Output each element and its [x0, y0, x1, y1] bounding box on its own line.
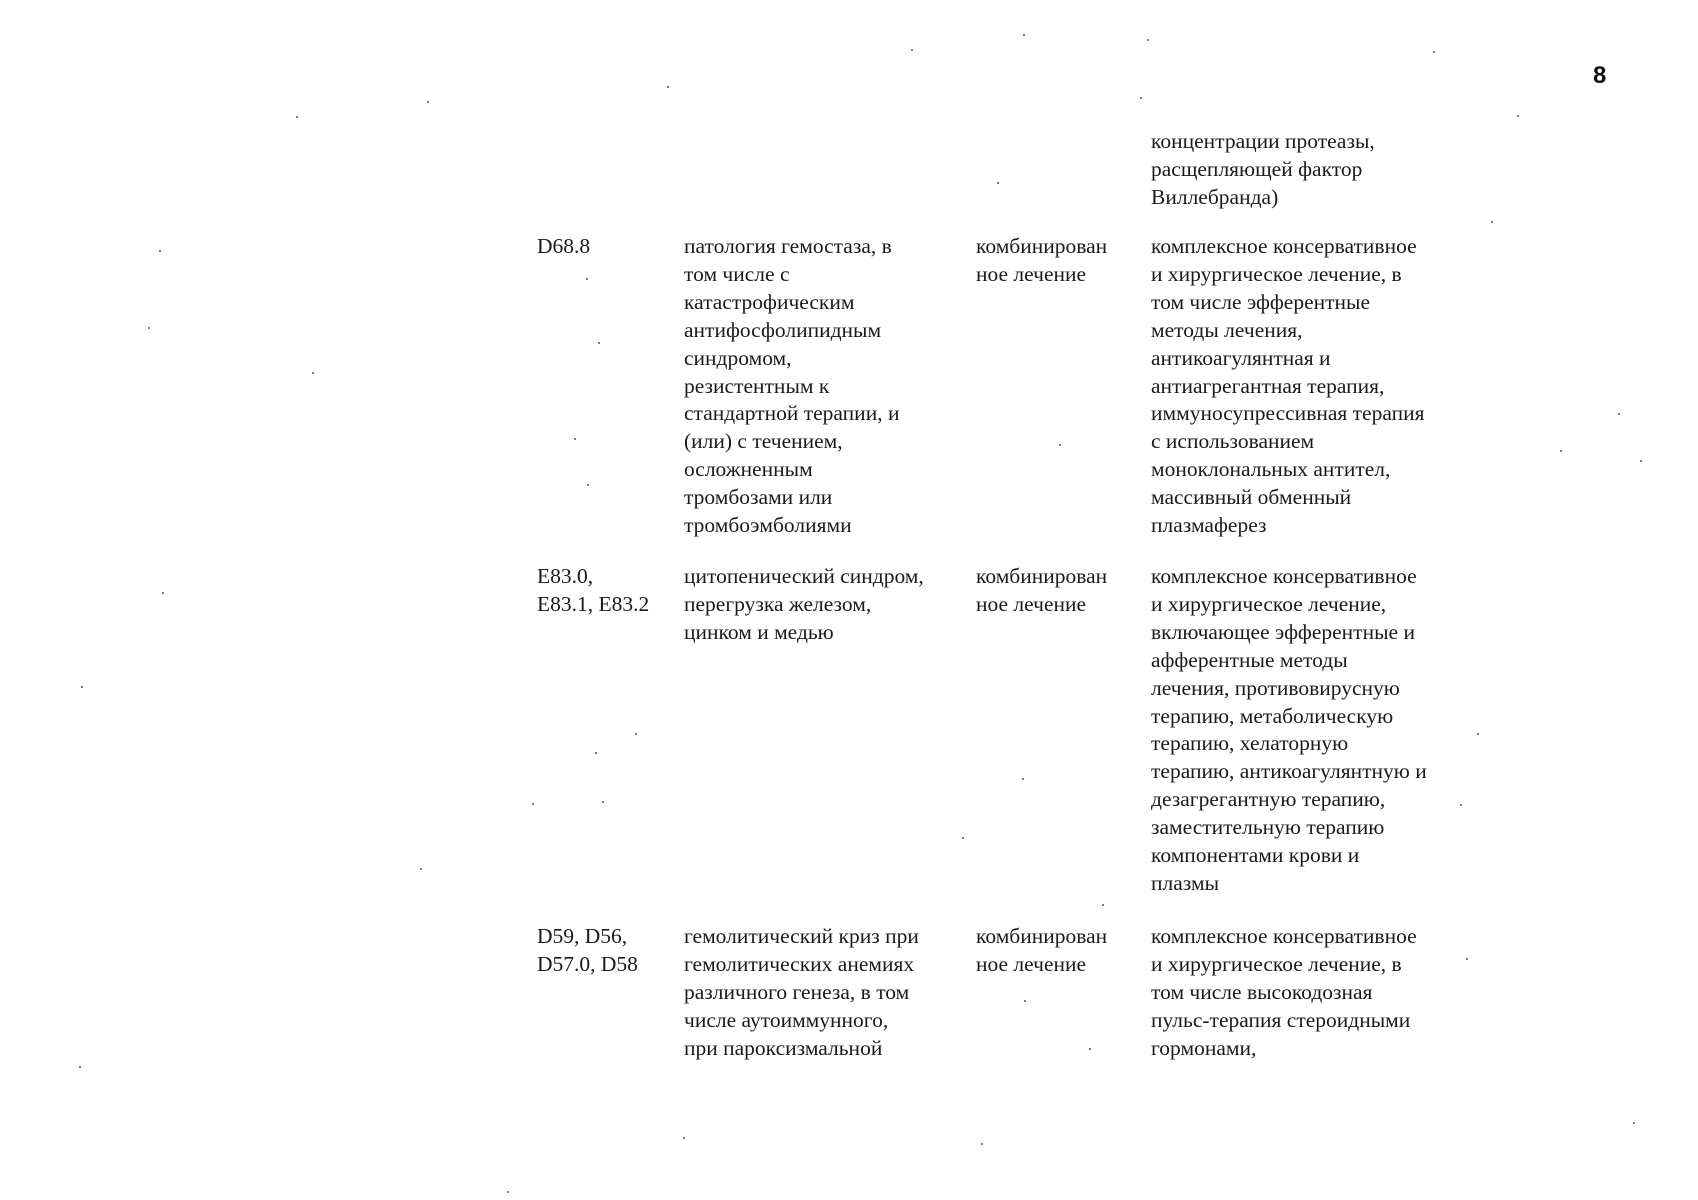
- table-cell-diagnosis: патология гемостаза, в том числе с катастрофическим антифосфолипидным синдромом, резистентным к стандартной терапии, и (или) с течением, осложненным тромбозами или тромбоэмболиями: [684, 234, 900, 538]
- table-cell-code: E83.0, E83.1, E83.2: [537, 564, 650, 616]
- scan-speck: [1147, 39, 1149, 41]
- table-cell-code: D59, D56, D57.0, D58: [537, 924, 638, 976]
- scan-speck: [602, 801, 604, 803]
- scan-speck: [1460, 804, 1462, 806]
- scan-speck: [159, 250, 161, 252]
- scan-speck: [81, 686, 83, 688]
- page-number: 8: [1593, 62, 1607, 89]
- table-cell-method: концентрации протеазы, расщепляющей фактор Виллебранда): [1151, 129, 1375, 209]
- scan-speck: [1633, 1122, 1635, 1124]
- scan-speck: [1477, 733, 1479, 735]
- scan-speck: [1089, 1048, 1091, 1050]
- table-cell-diagnosis: цитопенический синдром, перегрузка железом, цинком и медью: [684, 564, 924, 644]
- scan-speck: [598, 342, 600, 344]
- scan-speck: [1618, 413, 1620, 415]
- scan-speck: [312, 372, 314, 374]
- scan-speck: [1466, 958, 1468, 960]
- scan-speck: [962, 837, 964, 839]
- scan-speck: [79, 1066, 81, 1068]
- scan-speck: [635, 733, 637, 735]
- table-cell-method: комплексное консервативное и хирургическое лечение, в том числе эфферентные методы лечения, антикоагулянтная и антиагрегантная терапия, иммуносупрессивная терапия с использованием моноклональных антител, массивный обменный плазмаферез: [1151, 234, 1425, 538]
- scan-speck: [148, 327, 150, 329]
- scan-speck: [586, 278, 588, 280]
- scan-speck: [1560, 450, 1562, 452]
- scan-speck: [1024, 1000, 1026, 1002]
- scan-speck: [1433, 51, 1435, 53]
- scan-speck: [997, 182, 999, 184]
- scan-speck: [911, 49, 913, 51]
- table-cell-treatment-type: комбинирован ное лечение: [976, 924, 1108, 976]
- scan-speck: [1102, 904, 1104, 906]
- scan-speck: [595, 752, 597, 754]
- scan-speck: [532, 803, 534, 805]
- scan-speck: [683, 1137, 685, 1139]
- scan-speck: [667, 86, 669, 88]
- scan-speck: [981, 1143, 983, 1145]
- scan-speck: [162, 592, 164, 594]
- table-cell-code: D68.8: [537, 234, 591, 258]
- scan-speck: [420, 868, 422, 870]
- scan-speck: [1023, 34, 1025, 36]
- scan-speck: [296, 116, 298, 118]
- table-cell-diagnosis: гемолитический криз при гемолитических анемиях различного генеза, в том числе аутоиммунного, при пароксизмальной: [684, 924, 919, 1060]
- scan-speck: [1140, 97, 1142, 99]
- scan-speck: [1059, 444, 1061, 446]
- scan-speck: [1022, 778, 1024, 780]
- table-cell-method: комплексное консервативное и хирургическое лечение, в том числе высокодозная пульс-терапия стероидными гормонами,: [1151, 924, 1417, 1060]
- scan-speck: [1517, 115, 1519, 117]
- table-cell-treatment-type: комбинирован ное лечение: [976, 564, 1108, 616]
- scan-speck: [1640, 460, 1642, 462]
- scan-speck: [587, 484, 589, 486]
- scan-speck: [427, 101, 429, 103]
- table-cell-treatment-type: комбинирован ное лечение: [976, 234, 1108, 286]
- table-cell-method: комплексное консервативное и хирургическое лечение, включающее эфферентные и афферентные методы лечения, противовирусную терапию, метаболическую терапию, хелаторную терапию, антикоагулянтную и дезагрегантную терапию, заместительную терапию компонентами крови и плазмы: [1151, 564, 1427, 895]
- scan-speck: [1491, 221, 1493, 223]
- scan-speck: [507, 1191, 509, 1193]
- scan-speck: [574, 438, 576, 440]
